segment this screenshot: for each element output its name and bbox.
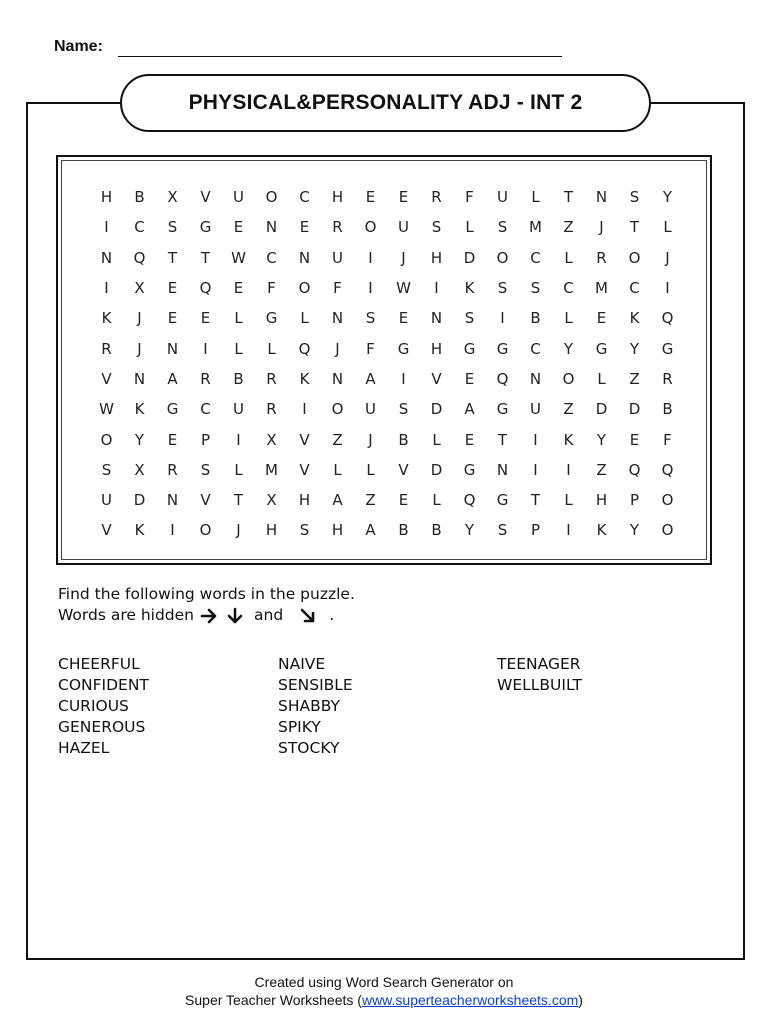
grid-cell: S bbox=[629, 188, 640, 207]
word-list-item: CONFIDENT bbox=[58, 676, 149, 694]
grid-cell: A bbox=[167, 369, 178, 388]
name-label: Name: bbox=[54, 38, 103, 55]
grid-cell: O bbox=[298, 279, 311, 298]
grid-cell: W bbox=[396, 279, 411, 298]
grid-cell: S bbox=[497, 218, 508, 237]
instructions-prefix: Words are hidden bbox=[58, 606, 195, 624]
grid-cell: N bbox=[331, 369, 344, 388]
grid-cell: J bbox=[665, 248, 670, 267]
grid-cell: E bbox=[398, 491, 409, 510]
grid-cell: O bbox=[265, 188, 278, 207]
grid-row bbox=[90, 303, 684, 333]
grid-cell: S bbox=[464, 309, 475, 328]
grid-cell: A bbox=[365, 521, 376, 540]
grid-cell: F bbox=[465, 188, 474, 207]
grid-cell: F bbox=[663, 430, 672, 449]
word-list-item: WELLBUILT bbox=[497, 676, 582, 694]
grid-cell: G bbox=[166, 400, 179, 419]
grid-cell: S bbox=[497, 279, 508, 298]
grid-cell: E bbox=[464, 369, 475, 388]
grid-cell: R bbox=[662, 369, 673, 388]
grid-cell: I bbox=[368, 248, 373, 267]
grid-cell: V bbox=[101, 369, 112, 388]
grid-cell: P bbox=[200, 430, 211, 449]
grid-cell: Z bbox=[629, 369, 640, 388]
grid-cell: H bbox=[430, 339, 443, 358]
word-list-item: GENEROUS bbox=[58, 718, 146, 736]
grid-cell: C bbox=[200, 400, 211, 419]
grid-cell: X bbox=[167, 188, 178, 207]
grid-cell: J bbox=[137, 309, 142, 328]
grid-cell: L bbox=[366, 460, 375, 479]
grid-cell: M bbox=[529, 218, 542, 237]
grid-cell: B bbox=[662, 400, 673, 419]
grid-cell: T bbox=[563, 188, 574, 207]
grid-cell: G bbox=[496, 491, 509, 510]
grid-cell: L bbox=[267, 339, 276, 358]
grid-cell: E bbox=[167, 430, 178, 449]
grid-cell: G bbox=[397, 339, 410, 358]
grid-cell: E bbox=[596, 309, 607, 328]
grid-cell: V bbox=[200, 188, 211, 207]
grid-cell: I bbox=[533, 460, 538, 479]
word-list-item: SPIKY bbox=[278, 718, 321, 736]
grid-cell: P bbox=[629, 491, 640, 510]
grid-cell: Y bbox=[596, 430, 607, 449]
grid-row bbox=[90, 364, 684, 394]
grid-row bbox=[90, 394, 684, 424]
grid-cell: V bbox=[101, 521, 112, 540]
grid-cell: L bbox=[432, 430, 441, 449]
footer-line1: Created using Word Search Generator on bbox=[254, 974, 514, 990]
footer-line2 bbox=[0, 991, 768, 1009]
grid-cell: U bbox=[365, 400, 376, 419]
grid-cell: X bbox=[134, 460, 145, 479]
grid-cell: V bbox=[398, 460, 409, 479]
footer-prefix: Super Teacher Worksheets ( bbox=[185, 992, 362, 1008]
grid-cell: G bbox=[265, 309, 278, 328]
instructions bbox=[58, 584, 355, 626]
grid-cell: R bbox=[332, 218, 343, 237]
grid-cell: H bbox=[298, 491, 311, 510]
grid-cell: I bbox=[104, 279, 109, 298]
grid-cell: K bbox=[464, 279, 475, 298]
grid-cell: R bbox=[167, 460, 178, 479]
grid-cell: Q bbox=[463, 491, 476, 510]
grid-cell: O bbox=[100, 430, 113, 449]
grid-cell: I bbox=[203, 339, 208, 358]
grid-cell: A bbox=[464, 400, 475, 419]
grid-cell: R bbox=[200, 369, 211, 388]
grid-cell: O bbox=[496, 248, 509, 267]
grid-cell: S bbox=[530, 279, 541, 298]
grid-cell: Y bbox=[563, 339, 574, 358]
grid-cell: U bbox=[398, 218, 409, 237]
grid-cell: T bbox=[530, 491, 541, 510]
grid-cell: I bbox=[302, 400, 307, 419]
grid-cell: S bbox=[497, 521, 508, 540]
grid-cell: Q bbox=[661, 309, 674, 328]
grid-cell: R bbox=[431, 188, 442, 207]
grid-row bbox=[90, 273, 684, 303]
grid-cell: Z bbox=[365, 491, 376, 510]
grid-cell: F bbox=[366, 339, 375, 358]
grid-cell: H bbox=[100, 188, 113, 207]
grid-cell: N bbox=[265, 218, 278, 237]
arrow-down-right-icon bbox=[297, 607, 319, 625]
grid-cell: V bbox=[200, 491, 211, 510]
grid-cell: C bbox=[530, 339, 541, 358]
grid-cell: D bbox=[595, 400, 608, 419]
instructions-suffix: . bbox=[329, 606, 335, 624]
grid-cell: R bbox=[266, 400, 277, 419]
word-list-item: HAZEL bbox=[58, 739, 110, 757]
grid-cell: J bbox=[236, 521, 241, 540]
grid-cell: Y bbox=[629, 521, 640, 540]
grid-row bbox=[90, 455, 684, 485]
grid-cell: B bbox=[530, 309, 541, 328]
grid-cell: Z bbox=[596, 460, 607, 479]
word-list-column-3 bbox=[497, 654, 582, 696]
grid-cell: I bbox=[401, 369, 406, 388]
grid-cell: L bbox=[465, 218, 474, 237]
word-list-column-2 bbox=[278, 654, 353, 759]
grid-cell: W bbox=[231, 248, 246, 267]
grid-cell: U bbox=[332, 248, 343, 267]
page-title: PHYSICAL&PERSONALITY ADJ - INT 2 bbox=[188, 91, 583, 114]
instructions-line2 bbox=[58, 605, 355, 626]
grid-cell: N bbox=[298, 248, 311, 267]
grid-cell: D bbox=[628, 400, 641, 419]
grid-cell: Y bbox=[629, 339, 640, 358]
grid-cell: E bbox=[167, 309, 178, 328]
grid-cell: E bbox=[629, 430, 640, 449]
grid-cell: N bbox=[331, 309, 344, 328]
grid-cell: N bbox=[133, 369, 146, 388]
grid-cell: O bbox=[628, 248, 641, 267]
grid-cell: Y bbox=[662, 188, 673, 207]
footer bbox=[0, 973, 768, 1009]
grid-cell: G bbox=[595, 339, 608, 358]
grid-cell: F bbox=[267, 279, 276, 298]
grid-cell: K bbox=[596, 521, 607, 540]
grid-cell: E bbox=[233, 279, 244, 298]
grid-cell: L bbox=[234, 309, 243, 328]
grid-cell: D bbox=[133, 491, 146, 510]
grid-cell: E bbox=[299, 218, 310, 237]
grid-cell: S bbox=[101, 460, 112, 479]
grid-cell: L bbox=[333, 460, 342, 479]
grid-cell: N bbox=[166, 339, 179, 358]
grid-cell: B bbox=[398, 521, 409, 540]
grid-cell: E bbox=[398, 309, 409, 328]
grid-cell: B bbox=[431, 521, 442, 540]
grid-cell: L bbox=[234, 460, 243, 479]
grid-cell: N bbox=[100, 248, 113, 267]
grid-cell: E bbox=[167, 279, 178, 298]
grid-cell: J bbox=[599, 218, 604, 237]
grid-cell: E bbox=[233, 218, 244, 237]
grid-cell: L bbox=[432, 491, 441, 510]
grid-cell: I bbox=[533, 430, 538, 449]
grid-cell: H bbox=[595, 491, 608, 510]
grid-cell: L bbox=[597, 369, 606, 388]
word-list-item: CHEERFUL bbox=[58, 655, 140, 673]
grid-cell: T bbox=[497, 430, 508, 449]
grid-cell: F bbox=[333, 279, 342, 298]
grid-cell: T bbox=[200, 248, 211, 267]
grid-cell: G bbox=[199, 218, 212, 237]
grid-cell: B bbox=[134, 188, 145, 207]
grid-cell: A bbox=[332, 491, 343, 510]
grid-cell: I bbox=[434, 279, 439, 298]
grid-cell: I bbox=[566, 460, 571, 479]
grid-cell: U bbox=[233, 400, 244, 419]
grid-cell: G bbox=[661, 339, 674, 358]
grid-cell: P bbox=[530, 521, 541, 540]
grid-cell: D bbox=[430, 400, 443, 419]
grid-cell: N bbox=[166, 491, 179, 510]
grid-cell: E bbox=[200, 309, 211, 328]
grid-cell: E bbox=[365, 188, 376, 207]
word-list-column-1 bbox=[58, 654, 149, 759]
grid-cell: C bbox=[563, 279, 574, 298]
word-list-item: CURIOUS bbox=[58, 697, 129, 715]
grid-cell: S bbox=[431, 218, 442, 237]
grid-cell: V bbox=[431, 369, 442, 388]
grid-cell: H bbox=[331, 188, 344, 207]
grid-cell: U bbox=[101, 491, 112, 510]
grid-cell: I bbox=[665, 279, 670, 298]
grid-cell: T bbox=[233, 491, 244, 510]
grid-cell: T bbox=[167, 248, 178, 267]
grid-cell: O bbox=[661, 521, 674, 540]
grid-cell: L bbox=[663, 218, 672, 237]
grid-cell: G bbox=[463, 339, 476, 358]
grid-cell: O bbox=[199, 521, 212, 540]
grid-cell: S bbox=[167, 218, 178, 237]
word-list-item: SHABBY bbox=[278, 697, 340, 715]
title-banner bbox=[120, 74, 651, 132]
grid-cell: O bbox=[364, 218, 377, 237]
grid-cell: Q bbox=[298, 339, 311, 358]
grid-cell: Z bbox=[332, 430, 343, 449]
grid-cell: G bbox=[463, 460, 476, 479]
grid-cell: N bbox=[529, 369, 542, 388]
grid-cell: I bbox=[104, 218, 109, 237]
grid-row bbox=[90, 212, 684, 242]
word-list-item: SENSIBLE bbox=[278, 676, 353, 694]
grid-cell: B bbox=[233, 369, 244, 388]
grid-cell: H bbox=[265, 521, 278, 540]
instructions-and: and bbox=[254, 606, 284, 624]
grid-cell: C bbox=[530, 248, 541, 267]
grid-row bbox=[90, 243, 684, 273]
grid-cell: Q bbox=[496, 369, 509, 388]
grid-cell: I bbox=[500, 309, 505, 328]
instructions-line1: Find the following words in the puzzle. bbox=[58, 585, 355, 603]
grid-cell: Q bbox=[133, 248, 146, 267]
grid-cell: R bbox=[101, 339, 112, 358]
grid-cell: S bbox=[200, 460, 211, 479]
grid-cell: N bbox=[496, 460, 509, 479]
grid-cell: G bbox=[496, 339, 509, 358]
grid-cell: O bbox=[661, 491, 674, 510]
grid-cell: Z bbox=[563, 400, 574, 419]
grid-cell: K bbox=[134, 400, 145, 419]
grid-cell: R bbox=[596, 248, 607, 267]
grid-cell: C bbox=[134, 218, 145, 237]
grid-cell: S bbox=[365, 309, 376, 328]
grid-cell: J bbox=[335, 339, 340, 358]
grid-cell: N bbox=[430, 309, 443, 328]
grid-cell: Z bbox=[563, 218, 574, 237]
grid-cell: H bbox=[331, 521, 344, 540]
grid-cell: J bbox=[401, 248, 406, 267]
grid-cell: C bbox=[629, 279, 640, 298]
arrow-down-icon bbox=[224, 607, 246, 625]
grid-cell: K bbox=[299, 369, 310, 388]
grid-cell: R bbox=[266, 369, 277, 388]
grid-cell: V bbox=[299, 430, 310, 449]
grid-cell: M bbox=[265, 460, 278, 479]
grid-cell: O bbox=[331, 400, 344, 419]
grid-cell: K bbox=[629, 309, 640, 328]
grid-cell: J bbox=[368, 430, 373, 449]
grid-cell: C bbox=[266, 248, 277, 267]
grid-row bbox=[90, 485, 684, 515]
word-list-item: STOCKY bbox=[278, 739, 340, 757]
word-list-item: NAIVE bbox=[278, 655, 326, 673]
grid-cell: K bbox=[563, 430, 574, 449]
grid-cell: D bbox=[430, 460, 443, 479]
grid-row bbox=[90, 515, 684, 545]
grid-cell: I bbox=[368, 279, 373, 298]
grid-cell: D bbox=[463, 248, 476, 267]
grid-cell: X bbox=[266, 491, 277, 510]
letter-grid bbox=[90, 182, 684, 546]
grid-cell: E bbox=[398, 188, 409, 207]
grid-cell: U bbox=[530, 400, 541, 419]
grid-cell: Q bbox=[661, 460, 674, 479]
grid-cell: T bbox=[629, 218, 640, 237]
grid-cell: I bbox=[566, 521, 571, 540]
grid-cell: S bbox=[299, 521, 310, 540]
grid-row bbox=[90, 333, 684, 363]
grid-row bbox=[90, 182, 684, 212]
grid-cell: Y bbox=[464, 521, 475, 540]
grid-cell: M bbox=[595, 279, 608, 298]
grid-cell: J bbox=[137, 339, 142, 358]
grid-cell: Q bbox=[199, 279, 212, 298]
grid-cell: U bbox=[497, 188, 508, 207]
grid-cell: G bbox=[496, 400, 509, 419]
name-blank-line[interactable] bbox=[118, 56, 562, 57]
grid-cell: S bbox=[398, 400, 409, 419]
grid-cell: Y bbox=[134, 430, 145, 449]
grid-cell: L bbox=[531, 188, 540, 207]
grid-cell: N bbox=[595, 188, 608, 207]
grid-cell: X bbox=[134, 279, 145, 298]
grid-cell: X bbox=[266, 430, 277, 449]
grid-cell: B bbox=[398, 430, 409, 449]
grid-cell: U bbox=[233, 188, 244, 207]
grid-cell: Q bbox=[628, 460, 641, 479]
grid-cell: I bbox=[170, 521, 175, 540]
grid-cell: O bbox=[562, 369, 575, 388]
grid-cell: C bbox=[299, 188, 310, 207]
grid-cell: L bbox=[234, 339, 243, 358]
grid-cell: L bbox=[564, 248, 573, 267]
grid-row bbox=[90, 424, 684, 454]
grid-cell: K bbox=[134, 521, 145, 540]
footer-suffix: ) bbox=[578, 992, 583, 1008]
grid-cell: E bbox=[464, 430, 475, 449]
grid-cell: A bbox=[365, 369, 376, 388]
grid-cell: H bbox=[430, 248, 443, 267]
grid-cell: L bbox=[564, 491, 573, 510]
word-list-item: TEENAGER bbox=[497, 655, 581, 673]
grid-cell: I bbox=[236, 430, 241, 449]
grid-cell: W bbox=[99, 400, 114, 419]
grid-cell: L bbox=[300, 309, 309, 328]
grid-cell: V bbox=[299, 460, 310, 479]
grid-cell: K bbox=[101, 309, 112, 328]
grid-cell: L bbox=[564, 309, 573, 328]
footer-link[interactable]: www.superteacherworksheets.com bbox=[361, 992, 579, 1008]
arrow-right-icon bbox=[198, 608, 220, 624]
